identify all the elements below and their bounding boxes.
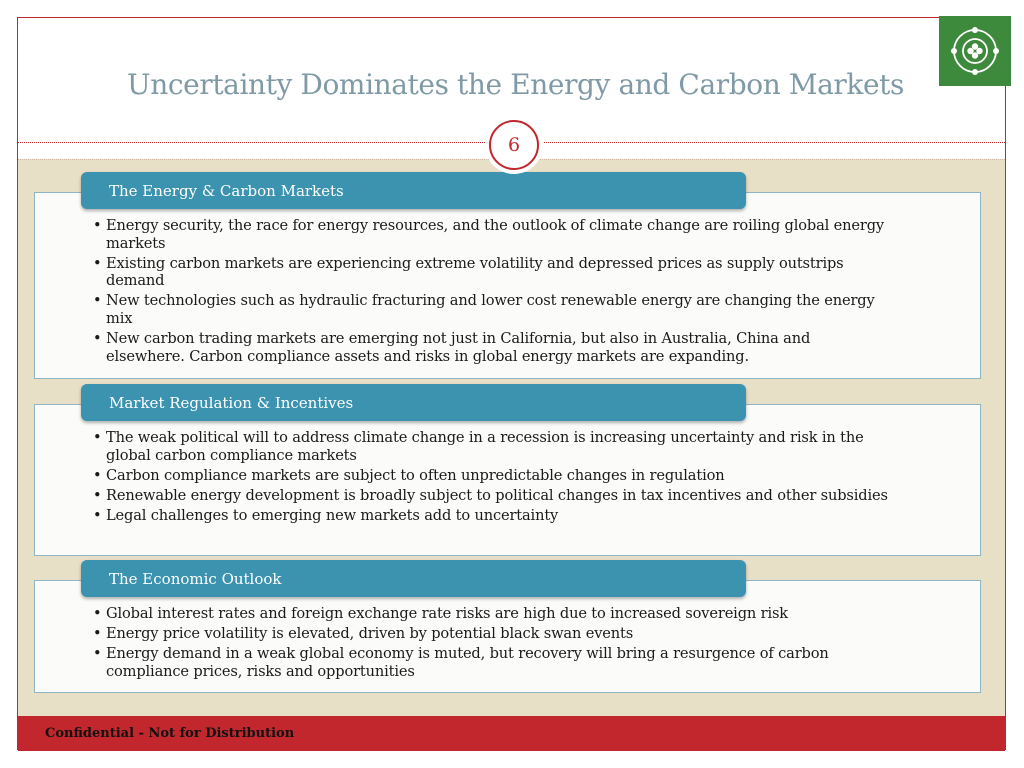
- footer-confidential: Confidential - Not for Distribution: [18, 716, 1005, 751]
- section-header-economic-outlook: The Economic Outlook: [81, 560, 746, 597]
- bullet-item: • Legal challenges to emerging new markets add to uncertainty: [90, 507, 890, 525]
- slide-title: Uncertainty Dominates the Energy and Carbon Markets: [127, 68, 904, 101]
- section-1-bullets: [90, 217, 890, 368]
- section-header-regulation: Market Regulation & Incentives: [81, 384, 746, 421]
- section-2-bullets: [90, 429, 890, 527]
- bullet-item: • Carbon compliance markets are subject to often unpredictable changes in regulation: [90, 467, 890, 485]
- bullet-item: • New carbon trading markets are emerging not just in California, but also in Australia, China and elsewhere. Carbon compliance assets and risks in global energy markets are expanding.: [90, 330, 890, 365]
- page-number: 6: [489, 120, 539, 170]
- slide: [17, 17, 1006, 750]
- section-3-bullets: [90, 605, 890, 683]
- bullet-item: • Global interest rates and foreign exchange rate risks are high due to increased sovereign risk: [90, 605, 890, 623]
- content-area: [18, 159, 1005, 717]
- bullet-item: • New technologies such as hydraulic fracturing and lower cost renewable energy are changing the energy mix: [90, 292, 890, 327]
- bullet-item: • Energy demand in a weak global economy is muted, but recovery will bring a resurgence of carbon compliance prices, risks and opportunities: [90, 645, 890, 680]
- section-header-energy-carbon: The Energy & Carbon Markets: [81, 172, 746, 209]
- orbit-logo-icon: [939, 16, 1011, 86]
- bullet-item: • Renewable energy development is broadly subject to political changes in tax incentives and other subsidies: [90, 487, 890, 505]
- bullet-item: • Energy security, the race for energy resources, and the outlook of climate change are roiling global energy markets: [90, 217, 890, 252]
- page-number-badge: [485, 116, 543, 174]
- bullet-item: • Existing carbon markets are experiencing extreme volatility and depressed prices as supply outstrips demand: [90, 255, 890, 290]
- bullet-item: • The weak political will to address climate change in a recession is increasing uncertainty and risk in the global carbon compliance markets: [90, 429, 890, 464]
- bullet-item: • Energy price volatility is elevated, driven by potential black swan events: [90, 625, 890, 643]
